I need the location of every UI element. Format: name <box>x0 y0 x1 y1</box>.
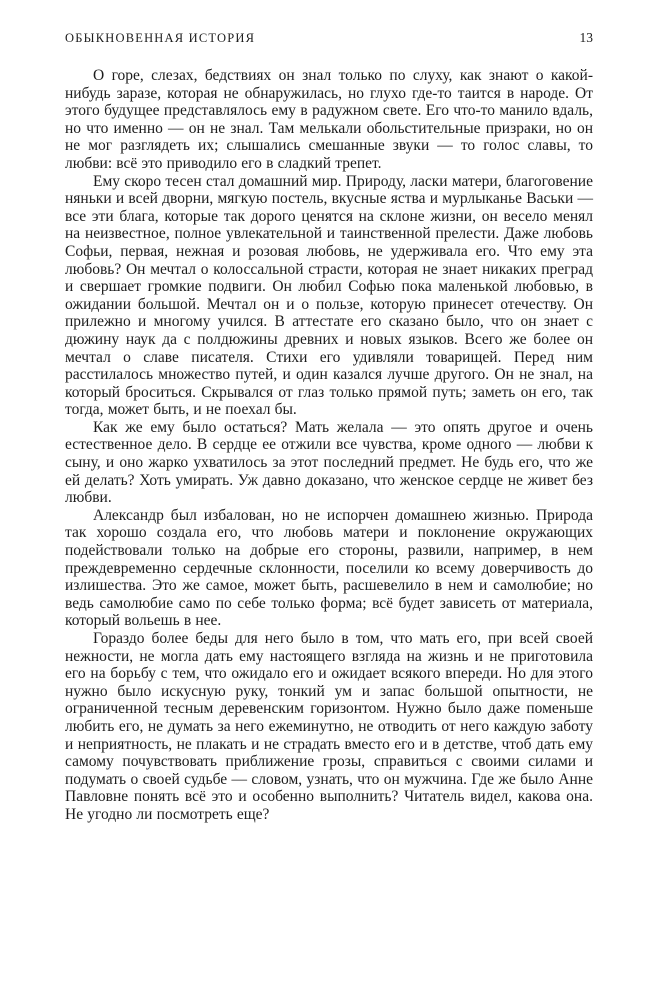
paragraph: О горе, слезах, бедствиях он знал только по слуху, как знают о какой-нибудь заразе, которая не обнаружилась, но глухо где-то таится в народе. От этого будущее представлялось ему в радужном свете. Его что-то манило вдаль, но что именно — он не знал. Там мелькали обольстительные призраки, но он не мог разглядеть их; слышались смешанные звуки — то голос славы, то любви: всё это приводило его в сладкий трепет. <box>65 67 593 172</box>
paragraph: Как же ему было остаться? Мать желала — это опять другое и очень естественное дело. В сердце ее отжили все чувства, кроме одного — любви к сыну, и оно жарко ухватилось за этот последний предмет. Не будь его, что же ей делать? Хоть умирать. Уж давно доказано, что женское сердце не живет без любви. <box>65 418 593 507</box>
paragraph: Ему скоро тесен стал домашний мир. Природу, ласки матери, благоговение няньки и всей дворни, мягкую постель, вкусные яства и мурлыканье Васьки — все эти блага, которые так дорого ценятся на склоне жизни, он весело менял на неизвестное, полное увлекательной и таинственной прелести. Даже любовь Софьи, первая, нежная и розовая любовь, не удерживала его. Что ему эта любовь? Он мечтал о колоссальной страсти, которая не знает никаких преград и свершает громкие подвиги. Он любил Софью пока маленькой любовью, в ожидании большой. Мечтал он и о пользе, которую принесет отечеству. Он прилежно и многому учился. В аттестате его сказано было, что он знает с дюжину наук да с полдюжины древних и новых языков. Всего же более он мечтал о славе писателя. Стихи его удивляли товарищей. Перед ним расстилалось множество путей, и один казался лучше другого. Он не знал, на который броситься. Скрывался от глаз только прямой путь; заметь он его, так тогда, может быть, и не поехал бы. <box>65 172 593 419</box>
running-header <box>65 30 593 46</box>
text-block <box>65 67 593 824</box>
paragraph: Гораздо более беды для него было в том, что мать его, при всей своей нежности, не могла дать ему настоящего взгляда на жизнь и не приготовила его на борьбу с тем, что ожидало его и ожидает всякого впереди. Но для этого нужно было искусную руку, тонкий ум и запас большой опытности, не ограниченной тесным деревенским горизонтом. Нужно было даже поменьше любить его, не думать за него ежеминутно, не отводить от него каждую заботу и неприятность, не плакать и не страдать вместо его и в детстве, чтоб дать ему самому почувствовать приближение грозы, справиться с своими силами и подумать о своей судьбе — словом, узнать, что он мужчина. Где же было Анне Павловне понять всё это и особенно выполнить? Читатель видел, какова она. Не угодно ли посмотреть еще? <box>65 630 593 823</box>
paragraph: Александр был избалован, но не испорчен домашнею жизнью. Природа так хорошо создала его, что любовь матери и поклонение окружающих подействовали только на добрые его стороны, развили, например, в нем преждевременно сердечные склонности, поселили ко всему доверчивость до излишества. Это же самое, может быть, расшевелило в нем и самолюбие; но ведь самолюбие само по себе только форма; всё будет зависеть от материала, который вольешь в нее. <box>65 506 593 630</box>
page-number: 13 <box>579 30 593 45</box>
running-title: ОБЫКНОВЕННАЯ ИСТОРИЯ <box>65 31 256 45</box>
